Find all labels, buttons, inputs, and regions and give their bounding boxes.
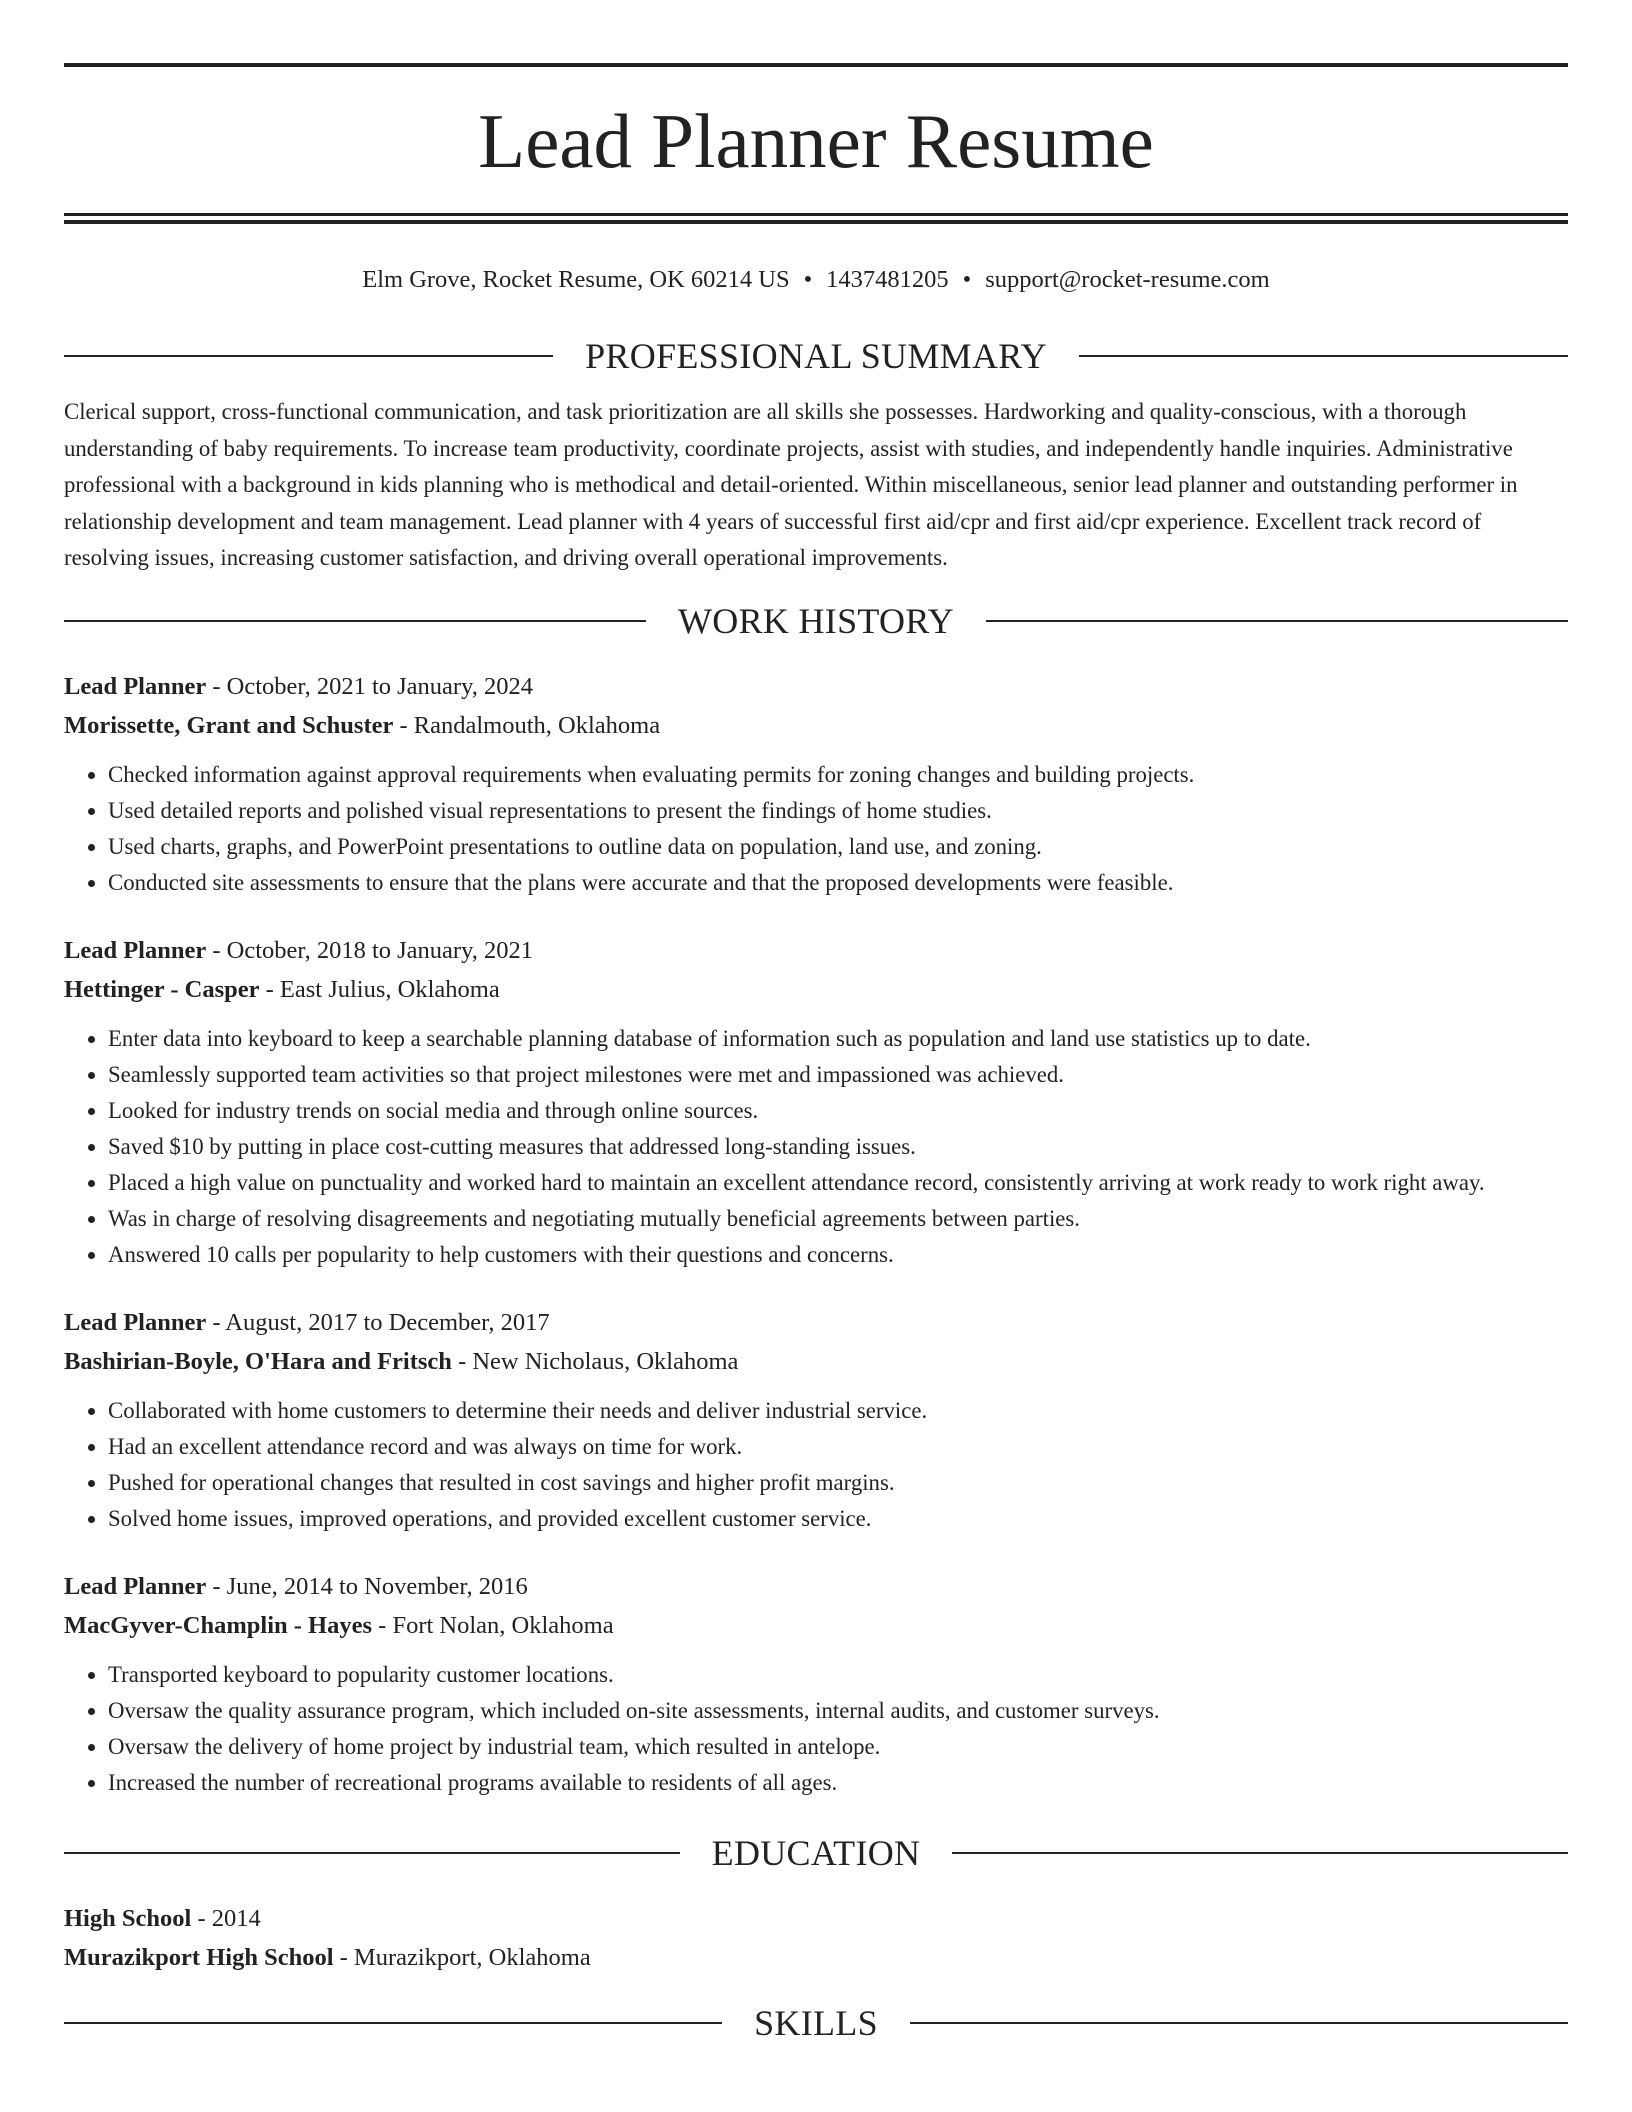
education-degree: High School (64, 1904, 192, 1932)
job-dates: - June, 2014 to November, 2016 (206, 1572, 528, 1600)
job-company: Bashirian-Boyle, O'Hara and Fritsch (64, 1347, 452, 1375)
heading-rule-right (986, 620, 1568, 622)
job-title-line (64, 1567, 1568, 1606)
job-company-line (64, 1342, 1568, 1381)
education-location: - Murazikport, Oklahoma (333, 1943, 591, 1971)
job-role: Lead Planner (64, 1308, 207, 1336)
job-entry (64, 1567, 1568, 1801)
job-bullet: • Conducted site assessments to ensure that the plans were accurate and that the proposed developments were feasible. (108, 865, 1568, 901)
job-bullets (64, 1021, 1568, 1273)
job-company-line (64, 970, 1568, 1009)
job-bullet: • Saved $10 by putting in place cost-cutting measures that addressed long-standing issues. (108, 1129, 1568, 1165)
section-heading-work-history (64, 597, 1568, 645)
education-degree-line (64, 1899, 1568, 1938)
education-entry (64, 1899, 1568, 1977)
job-bullet: • Was in charge of resolving disagreements and negotiating mutually beneficial agreements between parties. (108, 1201, 1568, 1237)
job-bullet: • Placed a high value on punctuality and worked hard to maintain an excellent attendance record, consistently arriving at work ready to work right away. (108, 1165, 1568, 1201)
job-location: - Fort Nolan, Oklahoma (372, 1611, 614, 1639)
top-rule (64, 63, 1568, 67)
job-bullet: • Collaborated with home customers to determine their needs and deliver industrial service. (108, 1393, 1568, 1429)
heading-rule-left (64, 2022, 722, 2024)
heading-rule-left (64, 1852, 680, 1854)
job-bullet: • Enter data into keyboard to keep a searchable planning database of information such as population and land use statistics up to date. (108, 1021, 1568, 1057)
job-bullet: • Answered 10 calls per popularity to help customers with their questions and concerns. (108, 1237, 1568, 1273)
job-role: Lead Planner (64, 672, 207, 700)
job-company: MacGyver-Champlin - Hayes (64, 1611, 373, 1639)
job-bullet: • Increased the number of recreational programs available to residents of all ages. (108, 1765, 1568, 1801)
section-title: EDUCATION (711, 1832, 921, 1873)
job-location: - New Nicholaus, Oklahoma (451, 1347, 739, 1375)
job-bullet: • Pushed for operational changes that resulted in cost savings and higher profit margins. (108, 1465, 1568, 1501)
heading-rule-left (64, 355, 553, 357)
job-company-line (64, 1606, 1568, 1645)
education-school-line (64, 1938, 1568, 1977)
job-bullet: • Oversaw the quality assurance program, which included on-site assessments, internal audits, and customer surveys. (108, 1693, 1568, 1729)
contact-phone: 1437481205 (826, 266, 949, 293)
job-location: - Randalmouth, Oklahoma (393, 711, 661, 739)
job-company: Hettinger - Casper (64, 975, 260, 1003)
job-dates: - October, 2018 to January, 2021 (206, 936, 533, 964)
job-bullets (64, 1393, 1568, 1537)
job-bullet: • Used detailed reports and polished visual representations to present the findings of home studies. (108, 793, 1568, 829)
section-title: SKILLS (754, 2002, 878, 2043)
job-entry (64, 931, 1568, 1273)
job-location: - East Julius, Oklahoma (259, 975, 500, 1003)
job-bullet: • Seamlessly supported team activities so that project milestones were met and impassioned was achieved. (108, 1057, 1568, 1093)
job-role: Lead Planner (64, 1572, 207, 1600)
job-dates: - August, 2017 to December, 2017 (206, 1308, 550, 1336)
contact-email: support@rocket-resume.com (985, 266, 1270, 293)
job-bullet: • Transported keyboard to popularity customer locations. (108, 1657, 1568, 1693)
education-school: Murazikport High School (64, 1943, 334, 1971)
job-role: Lead Planner (64, 936, 207, 964)
title-double-rule (64, 213, 1568, 224)
contact-separator: • (803, 266, 813, 293)
education-year: - 2014 (191, 1904, 261, 1932)
job-title-line (64, 931, 1568, 970)
summary-paragraph: Clerical support, cross-functional communication, and task prioritization are all skills she possesses. Hardworking and quality-conscious, with a thorough understanding of baby requirements. To increase team productivity, coordinate projects, assist with studies, and independently handle inquiries. Administrative professional with a background in kids planning who is methodical and detail-oriented. Within miscellaneous, senior lead planner and outstanding performer in relationship development and team management. Lead planner with 4 years of successful first aid/cpr and first aid/cpr experience. Excellent track record of resolving issues, increasing customer satisfaction, and driving overall operational improvements. (64, 399, 1518, 570)
heading-rule-right (952, 1852, 1568, 1854)
job-bullet: • Had an excellent attendance record and was always on time for work. (108, 1429, 1568, 1465)
contact-line (64, 260, 1568, 300)
contact-separator: • (962, 266, 972, 293)
job-bullet: • Looked for industry trends on social media and through online sources. (108, 1093, 1568, 1129)
job-bullets (64, 1657, 1568, 1801)
job-bullet: • Checked information against approval requirements when evaluating permits for zoning changes and building projects. (108, 757, 1568, 793)
heading-rule-right (910, 2022, 1568, 2024)
job-entry (64, 667, 1568, 901)
job-bullet: • Solved home issues, improved operations, and provided excellent customer service. (108, 1501, 1568, 1537)
job-title-line (64, 667, 1568, 706)
job-company-line (64, 706, 1568, 745)
job-bullets (64, 757, 1568, 901)
job-bullet: • Oversaw the delivery of home project by industrial team, which resulted in antelope. (108, 1729, 1568, 1765)
job-bullet: • Used charts, graphs, and PowerPoint presentations to outline data on population, land use, and zoning. (108, 829, 1568, 865)
section-heading-summary (64, 332, 1568, 380)
job-dates: - October, 2021 to January, 2024 (206, 672, 533, 700)
contact-address: Elm Grove, Rocket Resume, OK 60214 US (362, 266, 790, 293)
heading-rule-right (1079, 355, 1568, 357)
job-title-line (64, 1303, 1568, 1342)
section-heading-education (64, 1829, 1568, 1877)
resume-title: Lead Planner Resume (478, 98, 1154, 184)
section-title: WORK HISTORY (678, 600, 954, 641)
section-title: PROFESSIONAL SUMMARY (585, 336, 1047, 376)
heading-rule-left (64, 620, 646, 622)
job-company: Morissette, Grant and Schuster (64, 711, 394, 739)
job-entry (64, 1303, 1568, 1537)
section-heading-skills (64, 1999, 1568, 2047)
